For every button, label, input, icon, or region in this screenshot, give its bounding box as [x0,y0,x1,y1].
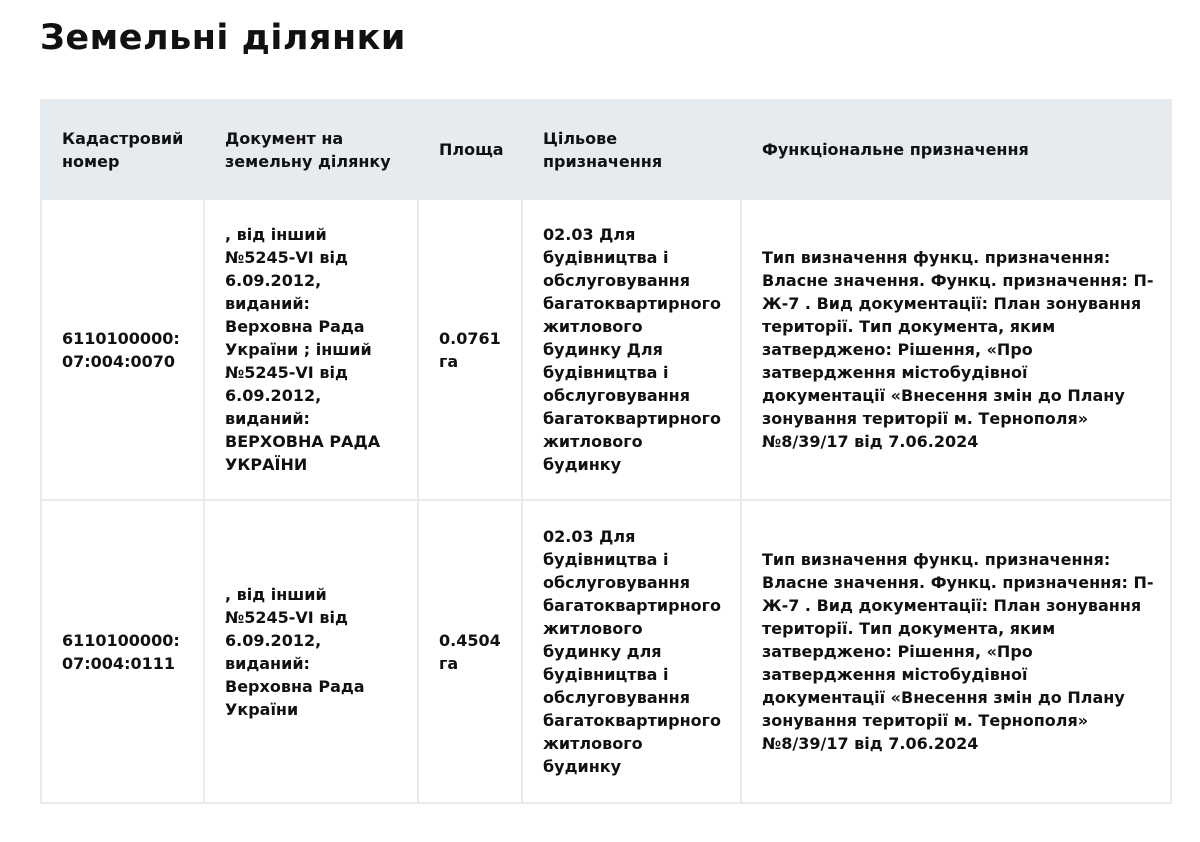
table-header [41,100,1171,199]
functional-purpose-cell: Тип визначення функц. призначення: Власне значення. Функц. призначення: П-Ж-7 . Вид документації: План зонування території. Тип документа, яким затверджено: Рішення, «Про затвердження містобудівної документації «Внесення змін до Плану зонування території м. Тернополя» №8/39/17 від 7.06.2024 [741,500,1171,803]
table-header-row [41,100,1171,199]
document-cell: , від інший №5245-VI від 6.09.2012, виданий: Верховна Рада України ; інший №5245-VI від 6.09.2012, виданий: ВЕРХОВНА РАДА УКРАЇНИ [204,199,418,500]
table-row [41,199,1171,500]
header-purpose: Цільове призначення [522,100,741,199]
cadastral-number-cell: 6110100000:07:004:0070 [41,199,204,500]
header-document: Документ на земельну ділянку [204,100,418,199]
area-cell: 0.4504 га [418,500,522,803]
functional-purpose-cell: Тип визначення функц. призначення: Власне значення. Функц. призначення: П-Ж-7 . Вид документації: План зонування території. Тип документа, яким затверджено: Рішення, «Про затвердження містобудівної документації «Внесення змін до Плану зонування території м. Тернополя» №8/39/17 від 7.06.2024 [741,199,1171,500]
table-body [41,199,1171,803]
cadastral-number-cell: 6110100000:07:004:0111 [41,500,204,803]
page-title: Земельні ділянки [40,18,406,58]
purpose-cell: 02.03 Для будівництва і обслуговування багатоквартирного житлового будинку Для будівництва і обслуговування багатоквартирного житлового будинку [522,199,741,500]
table-row [41,500,1171,803]
header-cadastral-number: Кадастровий номер [41,100,204,199]
header-area: Площа [418,100,522,199]
header-functional-purpose: Функціональне призначення [741,100,1171,199]
land-parcels-table [40,99,1172,804]
purpose-cell: 02.03 Для будівництва і обслуговування багатоквартирного житлового будинку для будівництва і обслуговування багатоквартирного житлового будинку [522,500,741,803]
document-cell: , від інший №5245-VI від 6.09.2012, виданий: Верховна Рада України [204,500,418,803]
area-cell: 0.0761 га [418,199,522,500]
